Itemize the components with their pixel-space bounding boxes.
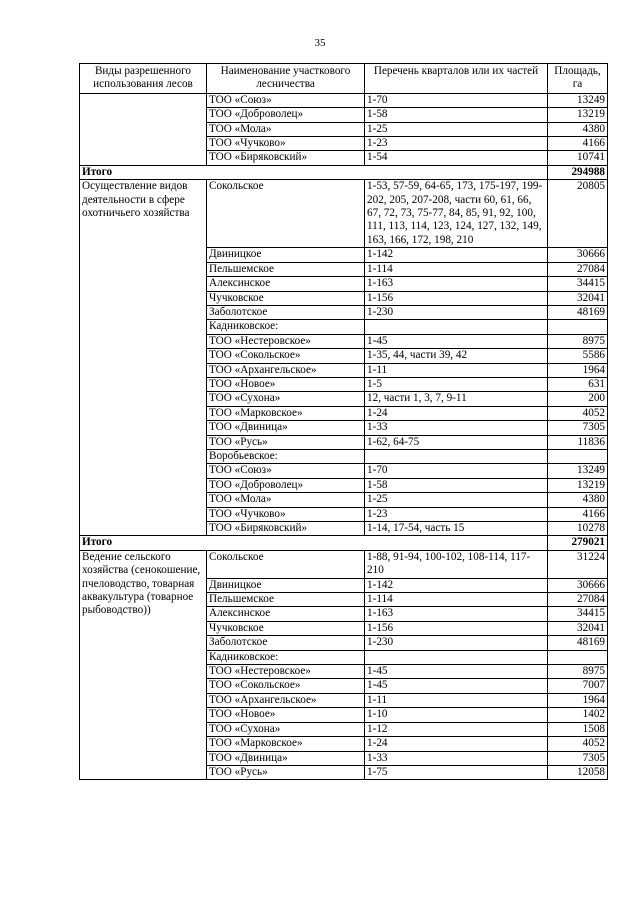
use-type-cell: Ведение сельского хозяйства (сенокошение, пчеловодство, товарная аквакультура (товарное рыбоводство)) (80, 550, 207, 780)
quarters-cell (365, 650, 548, 664)
quarters-cell: 1-230 (365, 636, 548, 650)
quarters-cell: 12, части 1, 3, 7, 9-11 (365, 392, 548, 406)
forestry-name-cell: Алексинское (207, 607, 365, 621)
quarters-cell: 1-11 (365, 693, 548, 707)
forestry-name-cell: ТОО «Двиница» (207, 751, 365, 765)
forestry-name-cell: ТОО «Биряковский» (207, 151, 365, 165)
quarters-cell: 1-33 (365, 421, 548, 435)
forestry-name-cell: Чучковское (207, 621, 365, 635)
quarters-cell: 1-12 (365, 722, 548, 736)
area-cell: 10741 (548, 151, 608, 165)
area-cell: 7305 (548, 421, 608, 435)
forestry-name-cell: Кадниковское: (207, 650, 365, 664)
table-header-row (80, 64, 608, 94)
area-cell: 5586 (548, 349, 608, 363)
quarters-cell: 1-58 (365, 478, 548, 492)
quarters-cell: 1-62, 64-75 (365, 435, 548, 449)
forestry-name-cell: ТОО «Сухона» (207, 392, 365, 406)
forestry-name-cell: ТОО «Двиница» (207, 421, 365, 435)
page-number: 35 (314, 37, 326, 49)
quarters-cell: 1-163 (365, 607, 548, 621)
area-cell: 13249 (548, 464, 608, 478)
quarters-cell (365, 449, 548, 463)
quarters-cell: 1-23 (365, 507, 548, 521)
quarters-cell: 1-33 (365, 751, 548, 765)
area-cell: 48169 (548, 636, 608, 650)
forestry-name-cell: Двиницкое (207, 578, 365, 592)
forestry-name-cell: Алексинское (207, 277, 365, 291)
area-cell: 8975 (548, 334, 608, 348)
quarters-cell: 1-53, 57-59, 64-65, 173, 175-197, 199-202, 205, 207-208, части 60, 61, 66, 67, 72, 73, 75-77, 84, 85, 91, 92, 100, 111, 113, 114, 123, 124, 127, 132, 149, 163, 166, 172, 198, 210 (365, 180, 548, 248)
area-cell: 32041 (548, 291, 608, 305)
quarters-cell: 1-142 (365, 248, 548, 262)
area-cell: 631 (548, 377, 608, 391)
area-cell: 20805 (548, 180, 608, 248)
area-cell: 200 (548, 392, 608, 406)
forestry-name-cell: Заболотское (207, 305, 365, 319)
area-cell: 30666 (548, 578, 608, 592)
quarters-cell: 1-24 (365, 406, 548, 420)
forestry-name-cell: Пельшемское (207, 262, 365, 276)
forestry-name-cell: ТОО «Доброволец» (207, 478, 365, 492)
total-value: 279021 (548, 536, 608, 550)
area-cell: 12058 (548, 765, 608, 779)
total-label: Итого (80, 536, 548, 550)
table-body (80, 93, 608, 780)
area-cell (548, 449, 608, 463)
area-cell: 1402 (548, 708, 608, 722)
area-cell (548, 320, 608, 334)
area-cell: 13219 (548, 108, 608, 122)
forestry-name-cell: ТОО «Чучково» (207, 137, 365, 151)
forestry-name-cell: ТОО «Архангельское» (207, 363, 365, 377)
forestry-name-cell: ТОО «Мола» (207, 493, 365, 507)
quarters-cell: 1-54 (365, 151, 548, 165)
area-cell: 1964 (548, 693, 608, 707)
forestry-name-cell: ТОО «Доброволец» (207, 108, 365, 122)
forestry-name-cell: ТОО «Сухона» (207, 722, 365, 736)
quarters-cell: 1-10 (365, 708, 548, 722)
area-cell: 32041 (548, 621, 608, 635)
quarters-cell: 1-23 (365, 137, 548, 151)
quarters-cell: 1-25 (365, 493, 548, 507)
forestry-name-cell: ТОО «Марковское» (207, 737, 365, 751)
area-cell: 48169 (548, 305, 608, 319)
quarters-cell: 1-24 (365, 737, 548, 751)
forestry-name-cell: ТОО «Нестеровское» (207, 665, 365, 679)
area-cell: 4166 (548, 507, 608, 521)
area-cell: 34415 (548, 277, 608, 291)
area-cell: 30666 (548, 248, 608, 262)
quarters-cell: 1-114 (365, 262, 548, 276)
forestry-name-cell: ТОО «Марковское» (207, 406, 365, 420)
area-cell: 4052 (548, 406, 608, 420)
forestry-name-cell: Сокольское (207, 550, 365, 578)
area-cell: 13249 (548, 93, 608, 107)
forestry-name-cell: Пельшемское (207, 593, 365, 607)
quarters-cell: 1-70 (365, 464, 548, 478)
quarters-cell: 1-45 (365, 679, 548, 693)
area-cell: 1964 (548, 363, 608, 377)
total-label: Итого (80, 165, 548, 179)
area-cell: 10278 (548, 522, 608, 536)
use-type-cell: Осуществление видов деятельности в сфере охотничьего хозяйства (80, 180, 207, 536)
forestry-name-cell: ТОО «Мола» (207, 122, 365, 136)
header-quarters-list: Перечень кварталов или их частей (365, 64, 548, 94)
forestry-name-cell: ТОО «Сокольское» (207, 679, 365, 693)
quarters-cell: 1-11 (365, 363, 548, 377)
quarters-cell: 1-230 (365, 305, 548, 319)
forestry-name-cell: Чучковское (207, 291, 365, 305)
quarters-cell (365, 320, 548, 334)
total-value: 294988 (548, 165, 608, 179)
forestry-name-cell: Кадниковское: (207, 320, 365, 334)
forestry-name-cell: ТОО «Русь» (207, 765, 365, 779)
area-cell: 4380 (548, 493, 608, 507)
quarters-cell: 1-88, 91-94, 100-102, 108-114, 117-210 (365, 550, 548, 578)
quarters-cell: 1-45 (365, 665, 548, 679)
quarters-cell: 1-25 (365, 122, 548, 136)
forestry-name-cell: ТОО «Архангельское» (207, 693, 365, 707)
quarters-cell: 1-75 (365, 765, 548, 779)
header-area: Площадь, га (548, 64, 608, 94)
forestry-name-cell: ТОО «Русь» (207, 435, 365, 449)
table-row (80, 93, 608, 107)
area-cell: 7007 (548, 679, 608, 693)
forestry-name-cell: ТОО «Биряковский» (207, 522, 365, 536)
table-row (80, 550, 608, 578)
area-cell: 27084 (548, 262, 608, 276)
area-cell: 4380 (548, 122, 608, 136)
forestry-name-cell: Двиницкое (207, 248, 365, 262)
quarters-cell: 1-156 (365, 291, 548, 305)
quarters-cell: 1-58 (365, 108, 548, 122)
area-cell: 4052 (548, 737, 608, 751)
quarters-cell: 1-14, 17-54, часть 15 (365, 522, 548, 536)
area-cell: 11836 (548, 435, 608, 449)
forestry-name-cell: ТОО «Нестеровское» (207, 334, 365, 348)
quarters-cell: 1-142 (365, 578, 548, 592)
area-cell: 1508 (548, 722, 608, 736)
quarters-cell: 1-35, 44, части 39, 42 (365, 349, 548, 363)
area-cell: 4166 (548, 137, 608, 151)
use-type-cell (80, 93, 207, 165)
area-cell: 7305 (548, 751, 608, 765)
header-forestry-name: Наименование участкового лесничества (207, 64, 365, 94)
total-row (80, 536, 608, 550)
forestry-name-cell: ТОО «Союз» (207, 93, 365, 107)
header-use-type: Виды разрешенного использования лесов (80, 64, 207, 94)
quarters-cell: 1-163 (365, 277, 548, 291)
forestry-name-cell: ТОО «Новое» (207, 377, 365, 391)
forestry-name-cell: ТОО «Новое» (207, 708, 365, 722)
total-row (80, 165, 608, 179)
area-cell: 27084 (548, 593, 608, 607)
forestry-name-cell: ТОО «Союз» (207, 464, 365, 478)
forestry-name-cell: Заболотское (207, 636, 365, 650)
area-cell: 8975 (548, 665, 608, 679)
quarters-cell: 1-45 (365, 334, 548, 348)
area-cell: 13219 (548, 478, 608, 492)
quarters-cell: 1-70 (365, 93, 548, 107)
area-cell: 31224 (548, 550, 608, 578)
quarters-cell: 1-114 (365, 593, 548, 607)
forestry-name-cell: Сокольское (207, 180, 365, 248)
table-row (80, 180, 608, 248)
area-cell (548, 650, 608, 664)
forestry-name-cell: ТОО «Сокольское» (207, 349, 365, 363)
forestry-name-cell: ТОО «Чучково» (207, 507, 365, 521)
forestry-name-cell: Воробьевское: (207, 449, 365, 463)
area-cell: 34415 (548, 607, 608, 621)
land-use-table (79, 63, 608, 780)
quarters-cell: 1-5 (365, 377, 548, 391)
quarters-cell: 1-156 (365, 621, 548, 635)
